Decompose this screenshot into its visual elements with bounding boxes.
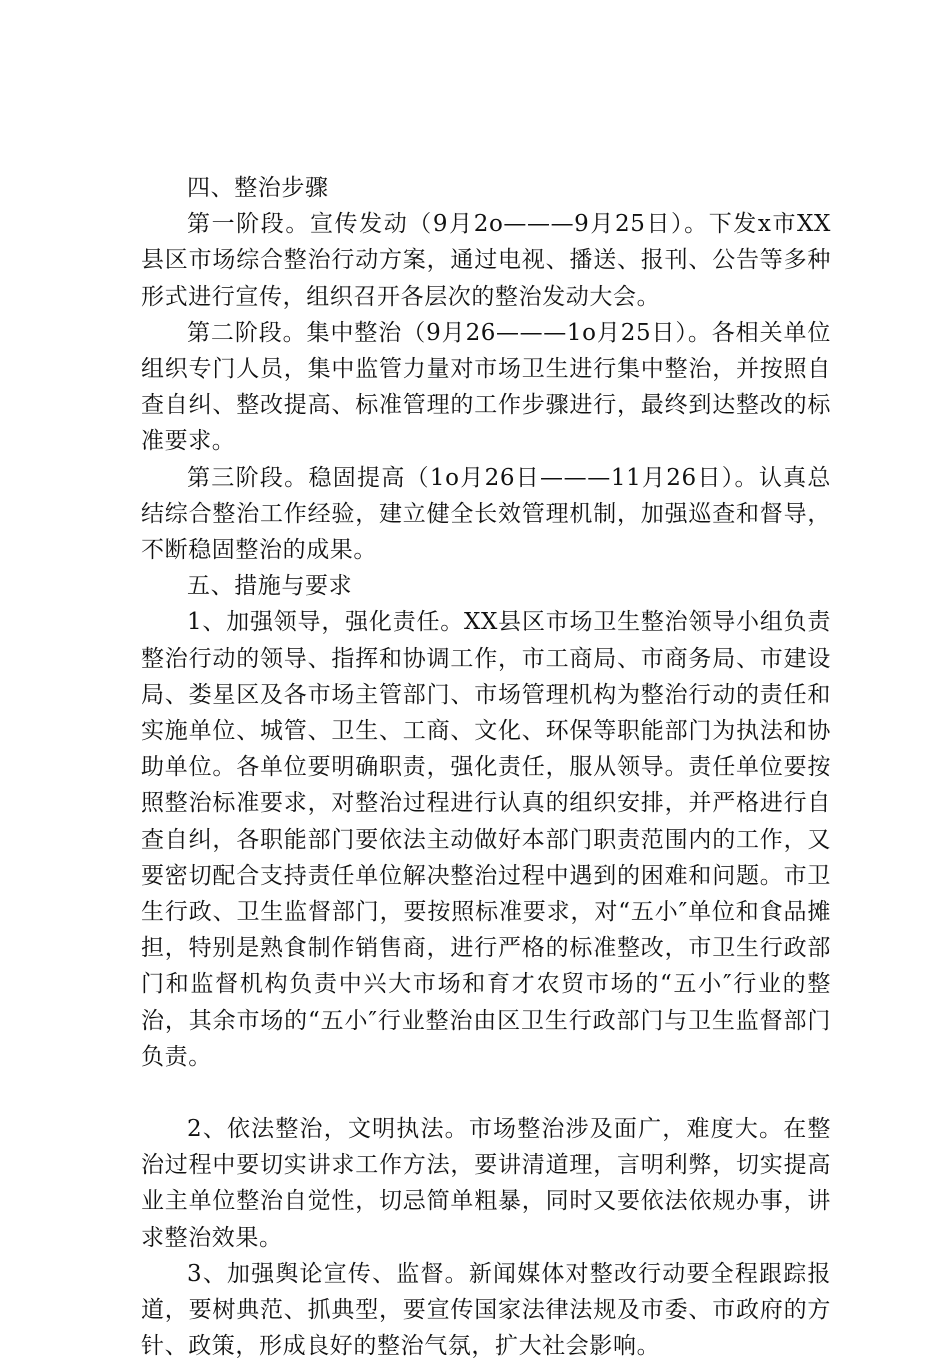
section-heading-4: 四、整治步骤 (187, 175, 329, 201)
stage-3-paragraph: 第三阶段。稳固提高（1o月26日———11月26日）。认真总结综合整治工作经验，建立健全长效管理机制，加强巡查和督导，不断稳固整治的成果。 (141, 464, 831, 564)
section-heading-5: 五、措施与要求 (187, 573, 353, 600)
stage-1-paragraph: 第一阶段。宣传发动（9月2o———9月25日）。下发x市XX县区市场综合整治行动方案，通过电视、播送、报刊、公告等多种形式进行宣传，组织召开各层次的整治发动大会。 (141, 211, 831, 310)
measure-1-paragraph: 1、加强领导，强化责任。XX县区市场卫生整治领导小组负责整治行动的领导、指挥和协调工作，市工商局、市商务局、市建设局、娄星区及各市场主管部门、市场管理机构为整治行动的责任和实施单位、城管、卫生、工商、文化、环保等职能部门为执法和协助单位。各单位要明确职责，强化责任，服从领导。责任单位要按照整治标准要求，对整治过程进行认真的组织安排，并严格进行自查自纠，各职能部门要依法主动做好本部门职责范围内的工作，又要密切配合支持责任单位解决整治过程中遇到的困难和问题。市卫生行政、卫生监督部门，要按照标准要求，对“五小″单位和食品摊担，特别是熟食制作销售商，进行严格的标准整改，市卫生行政部门和监督机构负责中兴大市场和育才农贸市场的“五小″行业的整治，其余市场的“五小″行业整治由区卫生行政部门与卫生监督部门负责。 (141, 609, 831, 1070)
measure-2-paragraph: 2、依法整治，文明执法。市场整治涉及面广，难度大。在整治过程中要切实讲求工作方法，要讲清道理，言明利弊，切实提高业主单位整治自觉性，切忌简单粗暴，同时又要依法依规办事，讲求整治效果。 (141, 1116, 831, 1251)
stage-2-paragraph: 第二阶段。集中整治（9月26———1o月25日）。各相关单位组织专门人员，集中监管力量对市场卫生进行集中整治，并按照自查自纠、整改提高、标准管理的工作步骤进行，最终到达整改的标准要求。 (141, 319, 831, 455)
measure-3-paragraph: 3、加强舆论宣传、监督。新闻媒体对整改行动要全程跟踪报道，要树典范、抓典型，要宣传国家法律法规及市委、市政府的方针、政策，形成良好的整治气氛，扩大社会影响。 (141, 1260, 831, 1360)
document-body (141, 170, 831, 1365)
